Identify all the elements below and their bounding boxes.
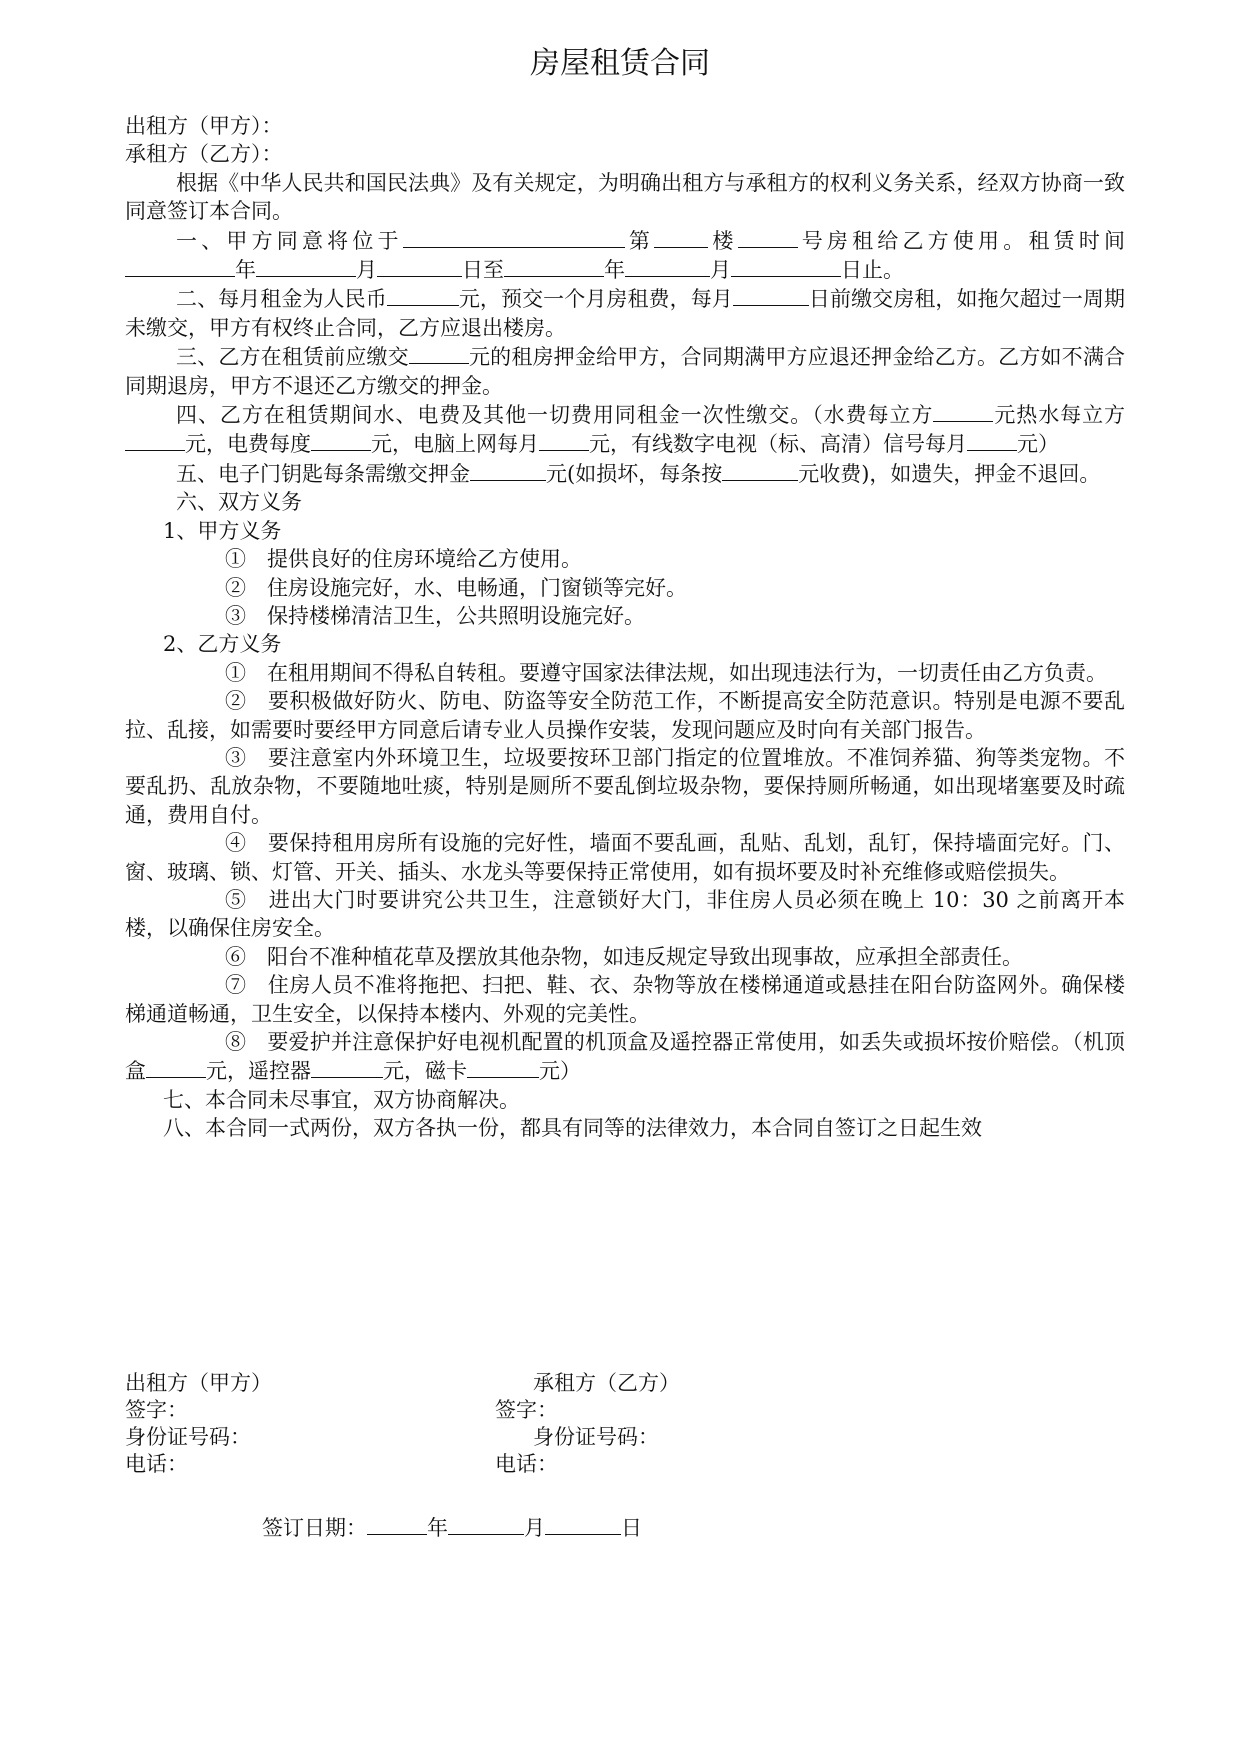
building-blank[interactable] (654, 226, 708, 248)
end-year-blank[interactable] (504, 255, 604, 277)
party-b-duty-item: ② 要积极做好防火、防电、防盗等安全防范工作，不断提高安全防范意识。特别是电源不要乱拉、乱接，如需要时要经甲方同意后请专业人员操作安装，发现问题应及时向有关部门报告。 (125, 689, 1125, 742)
party-a-duty-item: ① 提供良好的住房环境给乙方使用。 (225, 547, 582, 572)
document-title: 房屋租赁合同 (530, 46, 710, 81)
date-month-label: 月 (524, 1516, 545, 1540)
end-day-blank[interactable] (731, 255, 841, 277)
party-a-phone-label: 电话： (125, 1452, 188, 1476)
party-b-duty-item: ③ 要注意室内外环境卫生，垃圾要按环卫部门指定的位置堆放。不准饲养猫、狗等类宠物。不要乱扔、乱放杂物，不要随地吐痰，特别是厕所不要乱倒垃圾杂物，要保持厕所畅通，如出现堵塞要及时疏通，费用自付。 (125, 745, 1125, 827)
clause-3-text: 元的租房押金给甲方，合同期满甲方应退还押金给乙方。乙方如不满合同期退房，甲方不退还乙方缴交的押金。 (125, 345, 1126, 398)
date-day-label: 日 (621, 1516, 642, 1540)
signature-party-b (495, 1370, 680, 1478)
party-a-line: 出租方（甲方）： (125, 114, 283, 138)
clause-1-text: 一、甲方同意将位于 (176, 228, 403, 253)
clause-7: 七、本合同未尽事宜，双方协商解决。 (163, 1087, 520, 1112)
address-blank[interactable] (403, 226, 625, 248)
duty-8-text: 元） (539, 1059, 581, 1084)
sign-month-blank[interactable] (448, 1513, 524, 1535)
party-b-duty-item: ⑤ 进出大门时要讲究公共卫生，注意锁好大门，非住房人员必须在晚上 10：30 之前离开本楼，以确保住房安全。 (125, 887, 1125, 941)
clause-4-text: 元，电脑上网每月 (371, 432, 539, 457)
party-b-duty-item: ① 在租用期间不得私自转租。要遵守国家法律法规，如出现违法行为，一切责任由乙方负责。 (225, 660, 1107, 685)
clause-2-text: 二、每月租金为人民币 (176, 287, 387, 312)
party-b-duty-item: ④ 要保持租用房所有设施的完好性，墙面不要乱画，乱贴、乱划，乱钉，保持墙面完好。门、窗、玻璃、锁、灯管、开关、插头、水龙头等要保持正常使用，如有损坏要及时补充维修或赔偿损失。 (125, 831, 1125, 884)
start-year-blank[interactable] (125, 255, 235, 277)
clause-6-heading: 六、双方义务 (176, 490, 302, 515)
signing-date (262, 1513, 642, 1542)
clause-1-text: 月 (710, 258, 731, 283)
start-day-blank[interactable] (377, 255, 462, 277)
clause-1-text: 年 (604, 258, 625, 283)
party-b-duty-item: ⑦ 住房人员不准将拖把、扫把、鞋、衣、杂物等放在楼梯通道或悬挂在阳台防盗网外。确保楼梯通道畅通，卫生安全，以保持本楼内、外观的完美性。 (125, 973, 1125, 1026)
clause-5-text: 元(如损坏，每条按 (546, 461, 723, 486)
room-blank[interactable] (738, 226, 798, 248)
party-a-duty-item: ③ 保持楼梯清洁卫生，公共照明设施完好。 (225, 603, 645, 628)
contract-body (125, 112, 1125, 1143)
water-fee-blank[interactable] (933, 400, 993, 422)
clause-2-text: 元，预交一个月房租费，每月 (458, 287, 733, 312)
clause-1-text: 楼 (708, 228, 738, 253)
party-b-duty-item-8 (125, 1028, 1125, 1086)
electricity-fee-blank[interactable] (311, 429, 371, 451)
key-deposit-blank[interactable] (470, 459, 546, 481)
clause-1-text: 日止。 (841, 258, 904, 283)
intro-paragraph: 根据《中华人民共和国民法典》及有关规定，为明确出租方与承租方的权利义务关系，经双方协商一致同意签订本合同。 (125, 170, 1125, 224)
sign-year-blank[interactable] (367, 1513, 427, 1535)
internet-fee-blank[interactable] (539, 429, 589, 451)
key-damage-fee-blank[interactable] (722, 459, 798, 481)
party-a-id-label: 身份证号码： (125, 1425, 251, 1449)
clause-1-text: 号房租给乙方使用。租赁时间 (797, 228, 1126, 253)
clause-3-text: 三、乙方在租赁前应缴交 (176, 345, 409, 370)
tv-fee-blank[interactable] (967, 429, 1017, 451)
party-a-sign-title: 出租方（甲方） (125, 1371, 272, 1395)
party-a-duty-item: ② 住房设施完好，水、电畅通，门窗锁等完好。 (225, 575, 687, 600)
party-b-phone-label: 电话： (495, 1452, 558, 1476)
due-day-blank[interactable] (733, 284, 809, 306)
clause-3 (125, 342, 1125, 400)
clause-2 (125, 284, 1125, 342)
clause-4-text: 四、乙方在租赁期间水、电费及其他一切费用同租金一次性缴交。（水费每立方 (176, 403, 934, 428)
start-month-blank[interactable] (256, 255, 356, 277)
sign-day-blank[interactable] (545, 1513, 621, 1535)
date-year-label: 年 (427, 1516, 448, 1540)
clause-1 (125, 226, 1125, 285)
duty-8-text: ⑧ 要爱护并注意保护好电视机配置的机顶盒及遥控器正常使用，如丢失或损坏按价赔偿。（机顶盒 (125, 1030, 1125, 1084)
clause-4-text: 元） (1017, 432, 1059, 457)
clause-5-text: 元收费)，如遗失，押金不退回。 (798, 461, 1101, 486)
clause-4-text: 元热水每立方 (993, 403, 1126, 428)
party-b-line: 承租方（乙方）： (125, 142, 283, 167)
hot-water-fee-blank[interactable] (125, 429, 185, 451)
party-a-sign-label: 签字： (125, 1398, 188, 1422)
clause-1-text: 年 (235, 258, 256, 283)
party-b-duties-heading: 2、乙方义务 (163, 632, 282, 657)
clause-4 (125, 400, 1125, 459)
clause-1-text: 第 (624, 228, 655, 253)
party-a-duties-heading: 1、甲方义务 (163, 518, 282, 543)
clause-1-text: 月 (356, 258, 377, 283)
clause-4-text: 元，电费每度 (185, 432, 311, 457)
clause-8: 八、本合同一式两份，双方各执一份，都具有同等的法律效力，本合同自签订之日起生效 (163, 1116, 982, 1141)
signature-party-a (125, 1370, 272, 1478)
clause-5 (125, 459, 1125, 488)
party-b-sign-title: 承租方（乙方） (533, 1371, 680, 1395)
party-b-sign-label: 签字： (495, 1398, 558, 1422)
clause-4-text: 元，有线数字电视（标、高清）信号每月 (589, 432, 967, 457)
remote-fee-blank[interactable] (311, 1056, 383, 1078)
party-b-duty-item: ⑥ 阳台不准种植花草及摆放其他杂物，如违反规定导致出现事故，应承担全部责任。 (225, 944, 1023, 969)
duty-8-text: 元，遥控器 (206, 1059, 311, 1084)
card-fee-blank[interactable] (467, 1056, 539, 1078)
clause-5-text: 五、电子门钥匙每条需缴交押金 (176, 461, 470, 486)
duty-8-text: 元，磁卡 (383, 1059, 467, 1084)
clause-2-text: 日前缴交房租，如拖欠超过一周期未缴交，甲方有权终止合同，乙方应退出楼房。 (125, 287, 1126, 340)
deposit-blank[interactable] (409, 342, 469, 364)
party-b-id-label: 身份证号码： (533, 1425, 659, 1449)
date-label: 签订日期： (262, 1516, 367, 1540)
clause-1-text: 日至 (462, 258, 504, 283)
settop-box-fee-blank[interactable] (146, 1056, 206, 1078)
rent-blank[interactable] (387, 284, 459, 306)
end-month-blank[interactable] (625, 255, 710, 277)
